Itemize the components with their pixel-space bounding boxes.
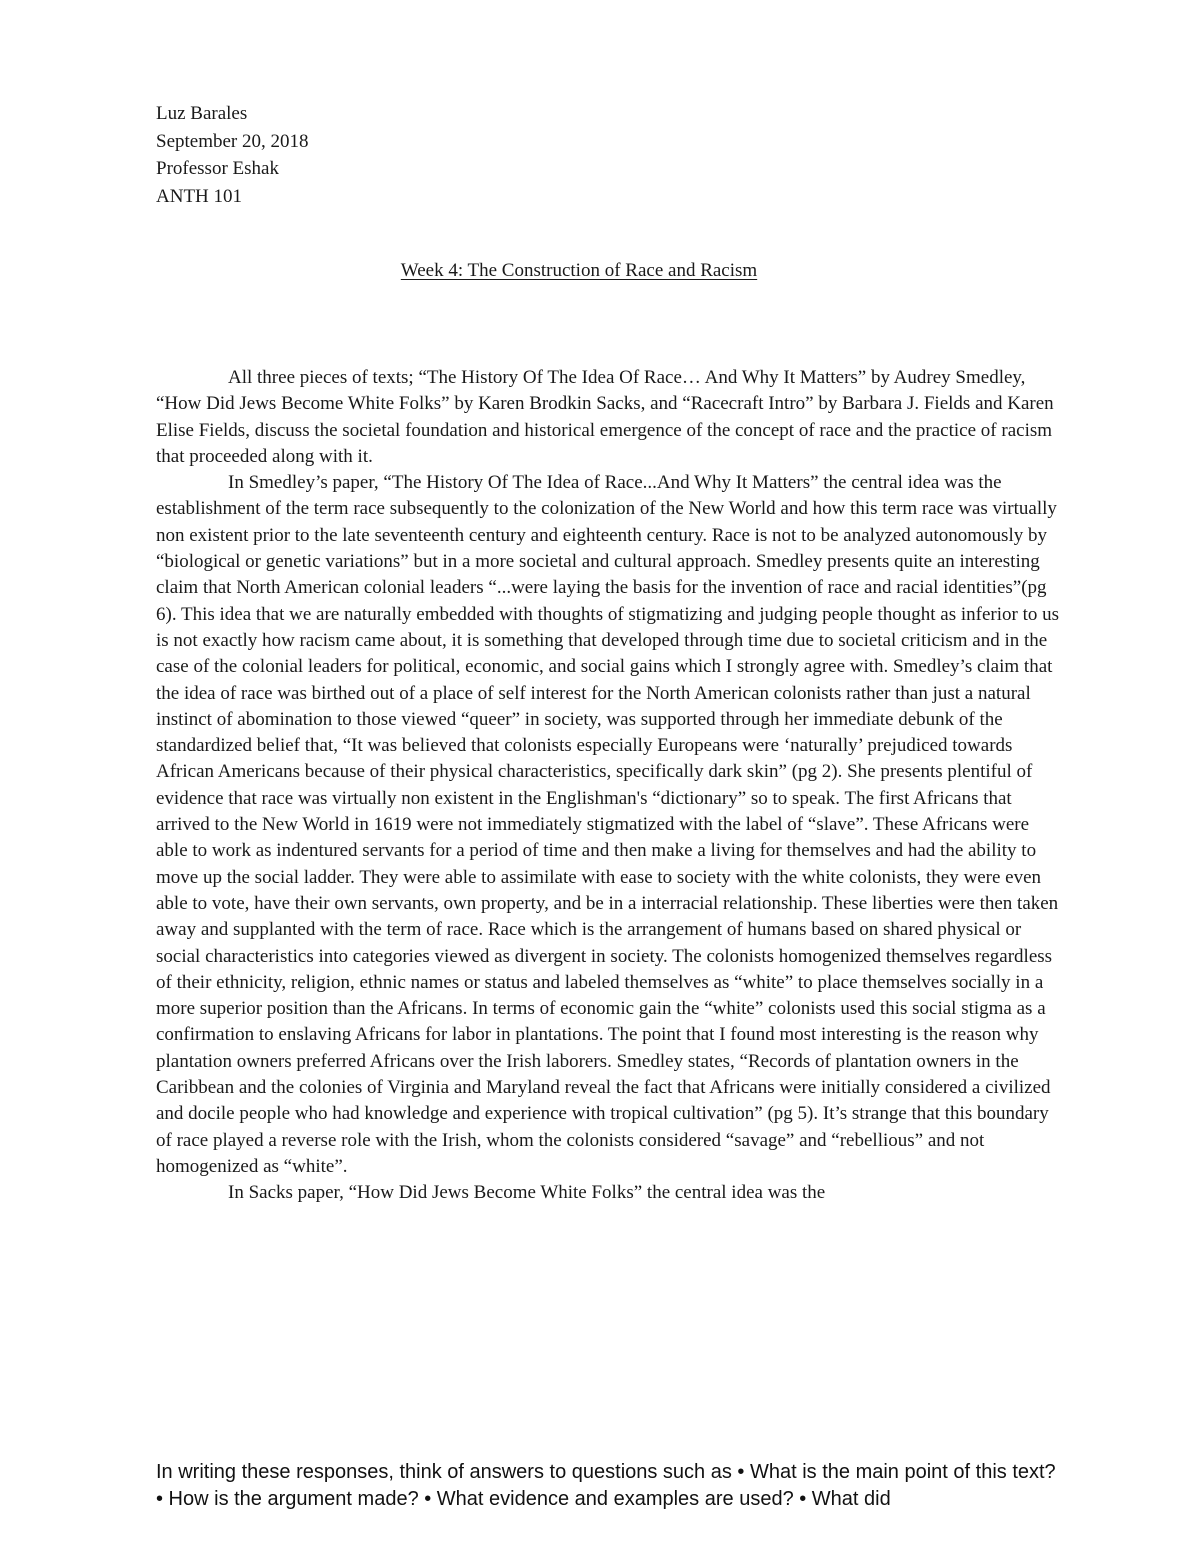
professor-name: Professor Eshak — [156, 158, 279, 179]
author-name: Luz Barales — [156, 103, 248, 124]
assignment-prompt: In writing these responses, think of answers to questions such as • What is the main point of this text? • How is the argument made? • What evidence and examples are used? • What did — [156, 1461, 1056, 1510]
header-block — [156, 100, 1056, 210]
page-title: Week 4: The Construction of Race and Racism — [400, 260, 758, 281]
paragraph-smedley: In Smedley’s paper, “The History Of The Idea of Race...And Why It Matters” the central idea was the establishment of the term race subsequently to the colonization of the New World and how this term race was virtually non existent prior to the late seventeenth century and eighteenth century. Race is not to be analyzed autonomously by “biological or genetic variations” but in a more societal and cultural approach. Smedley presents quite an interesting claim that North American colonial leaders “...were laying the basis for the invention of race and racial identities”(pg 6). This idea that we are naturally embedded with thoughts of stigmatizing and judging people thought as inferior to us is not exactly how racism came about, it is something that developed through time due to societal criticism and in the case of the colonial leaders for political, economic, and social gains which I strongly agree with. Smedley’s claim that the idea of race was birthed out of a place of self interest for the North American colonists rather than just a natural instinct of abomination to those viewed “queer” in society, was supported through her immediate debunk of the standardized belief that, “It was believed that colonists especially Europeans were ‘naturally’ prejudiced towards African Americans because of their physical characteristics, specifically dark skin” (pg 2). She presents plentiful of evidence that race was virtually non existent in the Englishman's “dictionary” so to speak. The first Africans that arrived to the New World in 1619 were not immediately stigmatized with the label of “slave”. These Africans were able to work as indentured servants for a period of time and then make a living for themselves and had the ability to move up the social ladder. They were able to assimilate with ease to society with the white colonists, they were even able to vote, have their own servants, own property, and be in a interracial relationship. These liberties were then taken away and supplanted with the term of race. Race which is the arrangement of humans based on shared physical or social characteristics into categories viewed as divergent in society. The colonists homogenized themselves regardless of their ethnicity, religion, ethnic names or status and labeled themselves as “white” to place themselves socially in a more superior position than the Africans. In terms of economic gain the “white” colonists used this social stigma as a confirmation to enslaving Africans for labor in plantations. The point that I found most interesting is the reason why plantation owners preferred Africans over the Irish laborers. Smedley states, “Records of plantation owners in the Caribbean and the colonies of Virginia and Maryland reveal the fact that Africans were initially considered a civilized and docile people who had knowledge and experience with tropical cultivation” (pg 5). It’s strange that this boundary of race played a reverse role with the Irish, whom the colonists considered “savage” and “rebellious” and not homogenized as “white”. — [156, 472, 1060, 1177]
essay-date: September 20, 2018 — [156, 130, 309, 152]
course-code: ANTH 101 — [156, 185, 243, 207]
paragraph-sacks: In Sacks paper, “How Did Jews Become White Folks” the central idea was the — [228, 1182, 826, 1204]
paragraph-intro: All three pieces of texts; “The History Of The Idea Of Race… And Why It Matters” by Audrey Smedley, “How Did Jews Become White Folks” by Karen Brodkin Sacks, and “Racecraft Intro” by Barbara J. Fields and Karen Elise Fields, discuss the societal foundation and historical emergence of the concept of race and the practice of racism that proceeded along with it. — [156, 367, 1054, 467]
essay-body — [156, 365, 1061, 1207]
